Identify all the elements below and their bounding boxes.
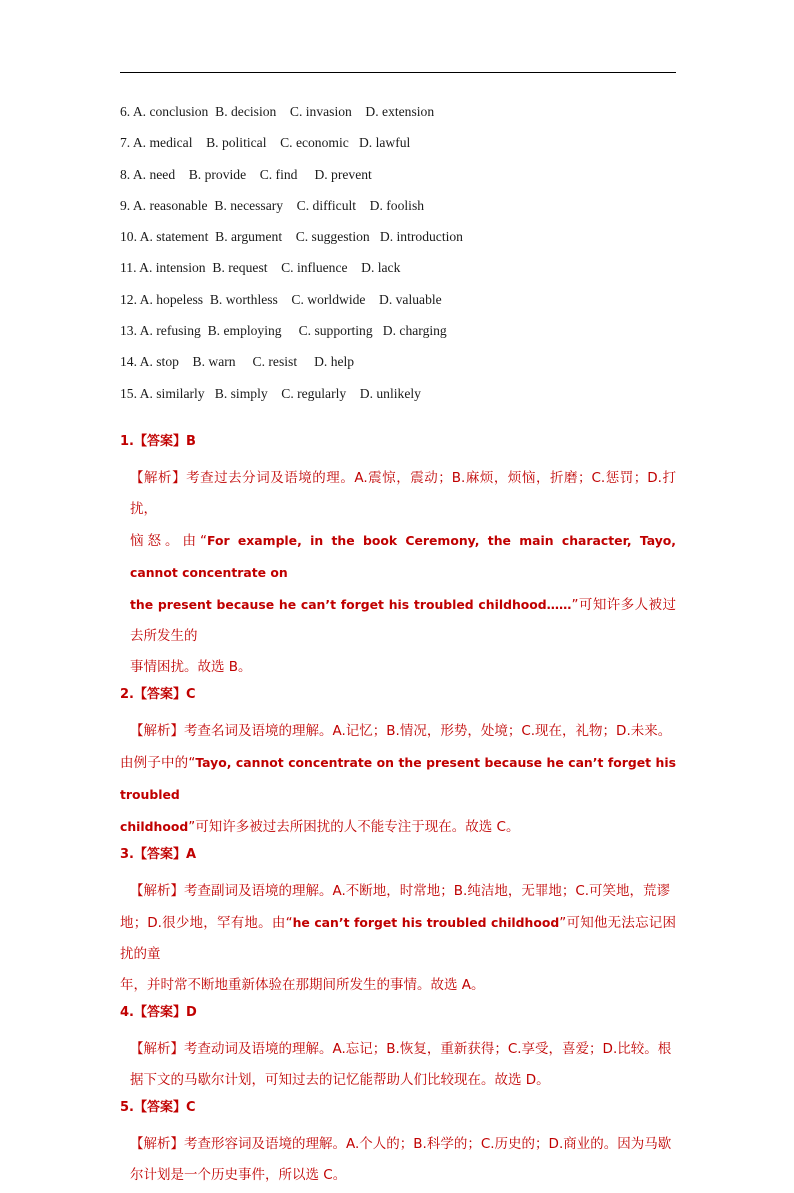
analysis-text: 恼怒。由“ (130, 533, 207, 549)
analysis-line: 据下文的马歇尔计划，可知过去的记忆能帮助人们比较现在。故选 D。 (130, 1072, 550, 1088)
answer-block-4 (120, 1003, 676, 1096)
answer-heading: 5.【答案】C (120, 1100, 196, 1115)
answer-heading: 4.【答案】D (120, 1005, 197, 1020)
option-line: 7. A. medical B. political C. economic D. lawful (120, 135, 411, 151)
analysis-line (120, 525, 676, 589)
option-line: 11. A. intension B. request C. influence D. lack (120, 260, 401, 276)
option-line: 8. A. need B. provide C. find D. prevent (120, 166, 372, 182)
option-line: 15. A. similarly B. simply C. regularly D. unlikely (120, 385, 421, 401)
analysis-line: 【解析】考查过去分词及语境的理。A.震惊，震动；B.麻烦，烦恼，折磨；C.惩罚；D.打扰， (130, 470, 676, 517)
quoted-text: the present because he can’t forget his troubled childhood…… (130, 597, 572, 612)
option-line: 12. A. hopeless B. worthless C. worldwide D. valuable (120, 291, 442, 307)
option-line: 9. A. reasonable B. necessary C. difficult D. foolish (120, 197, 425, 213)
analysis-line: 年，并时常不断地重新体验在那期间所发生的事情。故选 A。 (120, 977, 485, 993)
answer-block-2 (120, 685, 676, 843)
options-list (120, 102, 676, 415)
analysis-line (120, 907, 676, 970)
analysis-line (120, 747, 676, 811)
quoted-text: he can’t forget his troubled childhood (292, 915, 560, 930)
option-line: 10. A. statement B. argument C. suggestion D. introduction (120, 229, 463, 245)
option-line: 13. A. refusing B. employing C. supporting D. charging (120, 323, 447, 339)
quoted-text: childhood (120, 819, 189, 834)
answer-block-3 (120, 845, 676, 1001)
analysis-text: 由例子中的“ (120, 755, 196, 771)
quoted-text: Tayo, cannot concentrate on the present because he can’t forget his troubled (120, 755, 676, 802)
quoted-text: For example, in the book Ceremony, the main character, Tayo, cannot concentrate on (130, 533, 677, 580)
option-line: 6. A. conclusion B. decision C. invasion D. extension (120, 104, 435, 119)
analysis-line: 尔计划是一个历史事件，所以选 C。 (130, 1167, 347, 1183)
analysis-line: 事情困扰。故选 B。 (130, 659, 252, 675)
analysis-line: 【解析】考查动词及语境的理解。A.忘记；B.恢复，重新获得；C.享受，喜爱；D.比较。根 (130, 1041, 672, 1057)
option-line: 14. A. stop B. warn C. resist D. help (120, 354, 355, 370)
analysis-line: 【解析】考查名词及语境的理解。A.记忆；B.情况，形势，处境；C.现在，礼物；D.未来。 (130, 723, 672, 739)
analysis-text: ”可知许多人被过去所发生的 (130, 597, 676, 644)
analysis-line (120, 589, 676, 652)
answer-heading: 3.【答案】A (120, 847, 197, 862)
analysis-text: 地；D.很少地，罕有地。由“ (120, 915, 293, 931)
answer-heading: 1.【答案】B (120, 434, 196, 449)
answer-block-5 (120, 1098, 676, 1191)
answer-block-1 (120, 432, 676, 683)
analysis-text: ”可知他无法忘记困扰的童 (120, 915, 677, 962)
analysis-line (120, 811, 676, 843)
answer-key (120, 432, 676, 1193)
analysis-line: 【解析】考查形容词及语境的理解。A.个人的；B.科学的；C.历史的；D.商业的。因为马歇 (130, 1136, 672, 1152)
analysis-line: 【解析】考查副词及语境的理解。A.不断地，时常地；B.纯洁地，无罪地；C.可笑地，荒谬 (130, 883, 671, 899)
header-rule (120, 72, 676, 73)
answer-heading: 2.【答案】C (120, 687, 196, 702)
analysis-text: ”可知许多被过去所困扰的人不能专注于现在。故选 C。 (188, 819, 520, 835)
